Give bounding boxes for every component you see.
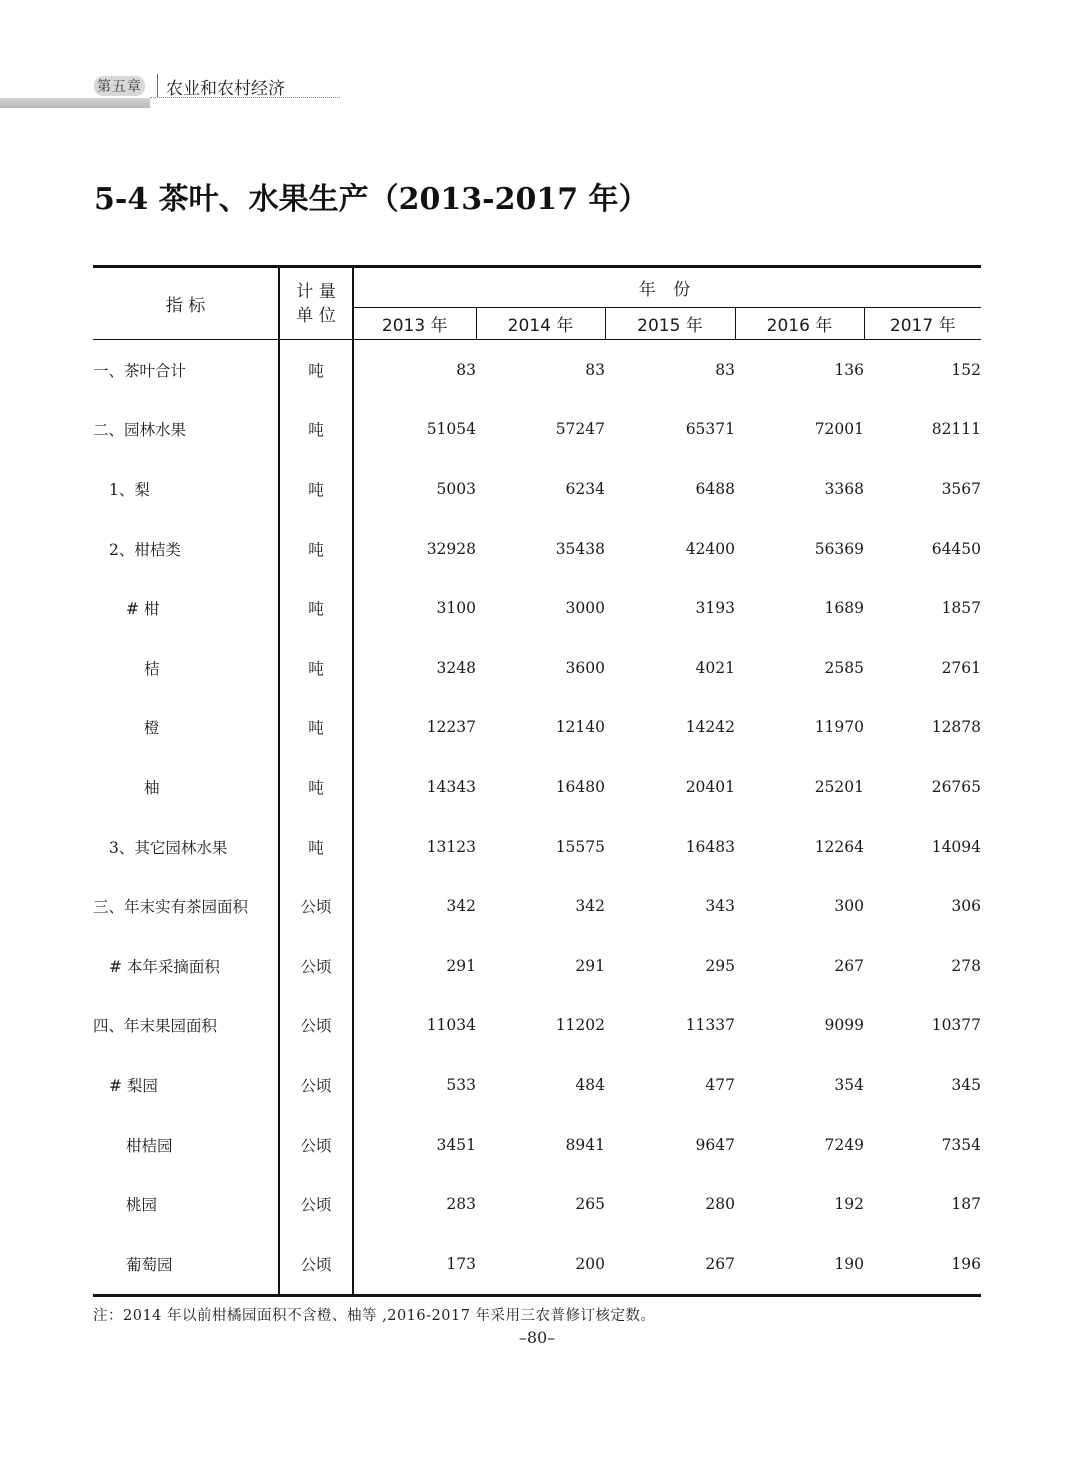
column-header-unit bbox=[279, 267, 353, 340]
row-value: 2585 bbox=[824, 658, 864, 677]
row-value: 533 bbox=[446, 1075, 476, 1094]
table-row bbox=[93, 1234, 981, 1295]
page-title: 5-4 茶叶、水果生产（2013-2017 年） bbox=[94, 182, 649, 217]
row-value: 342 bbox=[575, 897, 605, 916]
row-indicator: # 本年采摘面积 bbox=[93, 936, 279, 996]
data-table bbox=[93, 265, 981, 1297]
row-value: 3368 bbox=[824, 479, 864, 498]
row-value: 200 bbox=[575, 1254, 605, 1273]
table-row bbox=[93, 1174, 981, 1234]
table-row bbox=[93, 817, 981, 877]
row-indicator: 葡萄园 bbox=[93, 1234, 279, 1295]
chapter-badge bbox=[94, 76, 145, 96]
column-header-indicator: 指 标 bbox=[93, 267, 279, 340]
table-row bbox=[93, 519, 981, 579]
row-value: 11337 bbox=[685, 1016, 735, 1035]
row-indicator: # 柑 bbox=[93, 578, 279, 638]
row-value: 1689 bbox=[824, 599, 864, 618]
row-value: 16480 bbox=[555, 777, 605, 796]
row-indicator: 一、茶叶合计 bbox=[93, 340, 279, 400]
row-value: 342 bbox=[446, 897, 476, 916]
row-value: 35438 bbox=[555, 539, 605, 558]
row-value: 291 bbox=[446, 956, 476, 975]
row-value: 11034 bbox=[426, 1016, 476, 1035]
row-value: 15575 bbox=[555, 837, 605, 856]
row-indicator: 柚 bbox=[93, 757, 279, 817]
row-value: 278 bbox=[951, 956, 982, 975]
row-value: 12140 bbox=[555, 718, 605, 737]
row-unit: 公顷 bbox=[279, 1055, 353, 1115]
header-dotted-rule bbox=[150, 97, 340, 98]
data-table-wrapper bbox=[93, 265, 981, 1297]
table-row bbox=[93, 459, 981, 519]
row-value: 173 bbox=[446, 1254, 476, 1273]
row-value: 190 bbox=[834, 1254, 864, 1273]
row-value: 10377 bbox=[931, 1016, 982, 1035]
row-value: 3193 bbox=[695, 599, 735, 618]
row-unit: 公顷 bbox=[279, 1234, 353, 1295]
row-value: 12264 bbox=[814, 837, 864, 856]
row-value: 12878 bbox=[931, 718, 982, 737]
row-unit: 公顷 bbox=[279, 1115, 353, 1175]
row-unit: 公顷 bbox=[279, 936, 353, 996]
row-value: 16483 bbox=[685, 837, 735, 856]
row-value: 11970 bbox=[814, 718, 864, 737]
row-value: 267 bbox=[834, 956, 864, 975]
table-row bbox=[93, 340, 981, 400]
row-value: 343 bbox=[705, 897, 735, 916]
table-row bbox=[93, 578, 981, 638]
row-value: 4021 bbox=[695, 658, 735, 677]
row-value: 14242 bbox=[685, 718, 735, 737]
row-indicator: 橙 bbox=[93, 698, 279, 758]
column-header-year: 2015 年 bbox=[605, 308, 735, 340]
row-indicator: 1、梨 bbox=[93, 459, 279, 519]
row-value: 56369 bbox=[814, 539, 864, 558]
table-row bbox=[93, 698, 981, 758]
row-value: 72001 bbox=[814, 420, 864, 439]
row-unit: 吨 bbox=[279, 698, 353, 758]
row-value: 196 bbox=[951, 1254, 982, 1273]
table-note: 注：2014 年以前柑橘园面积不含橙、柚等 ,2016-2017 年采用三农普修订核定数。 bbox=[93, 1308, 656, 1324]
row-value: 3248 bbox=[436, 658, 476, 677]
row-value: 65371 bbox=[685, 420, 735, 439]
row-value: 484 bbox=[575, 1075, 605, 1094]
table-row bbox=[93, 638, 981, 698]
column-header-year: 2014 年 bbox=[476, 308, 605, 340]
row-value: 267 bbox=[705, 1254, 735, 1273]
row-value: 5003 bbox=[436, 479, 476, 498]
row-value: 3567 bbox=[941, 479, 982, 498]
column-header-year: 2016 年 bbox=[735, 308, 864, 340]
row-value: 83 bbox=[585, 360, 605, 379]
row-value: 12237 bbox=[426, 718, 476, 737]
row-value: 57247 bbox=[555, 420, 605, 439]
row-value: 6488 bbox=[695, 479, 735, 498]
row-value: 14094 bbox=[931, 837, 982, 856]
row-value: 82111 bbox=[931, 420, 982, 439]
row-value: 152 bbox=[951, 360, 982, 379]
row-value: 7354 bbox=[941, 1135, 982, 1154]
row-value: 477 bbox=[705, 1075, 735, 1094]
row-indicator: 四、年末果园面积 bbox=[93, 996, 279, 1056]
column-header-unit-line2: 单 位 bbox=[296, 305, 336, 326]
table-row bbox=[93, 1055, 981, 1115]
row-value: 13123 bbox=[426, 837, 476, 856]
row-unit: 吨 bbox=[279, 400, 353, 460]
row-value: 192 bbox=[834, 1195, 864, 1214]
row-unit: 吨 bbox=[279, 459, 353, 519]
row-unit: 公顷 bbox=[279, 876, 353, 936]
chapter-label: 第五章 bbox=[94, 76, 145, 96]
row-value: 306 bbox=[951, 897, 982, 916]
row-value: 64450 bbox=[931, 539, 982, 558]
row-value: 3600 bbox=[565, 658, 605, 677]
row-indicator: 2、柑桔类 bbox=[93, 519, 279, 579]
row-value: 136 bbox=[834, 360, 864, 379]
row-value: 3000 bbox=[565, 599, 605, 618]
table-row bbox=[93, 400, 981, 460]
table-row bbox=[93, 876, 981, 936]
row-value: 1857 bbox=[941, 599, 982, 618]
column-header-year-group: 年 份 bbox=[353, 267, 981, 308]
row-indicator: # 梨园 bbox=[93, 1055, 279, 1115]
row-indicator: 桔 bbox=[93, 638, 279, 698]
chapter-title: 农业和农村经济 bbox=[166, 79, 285, 99]
table-row bbox=[93, 996, 981, 1056]
row-value: 51054 bbox=[426, 420, 476, 439]
row-indicator: 柑桔园 bbox=[93, 1115, 279, 1175]
chapter-divider bbox=[157, 74, 158, 98]
row-unit: 公顷 bbox=[279, 1174, 353, 1234]
row-value: 8941 bbox=[565, 1135, 605, 1154]
table-row bbox=[93, 1115, 981, 1175]
table-row bbox=[93, 936, 981, 996]
row-indicator: 3、其它园林水果 bbox=[93, 817, 279, 877]
row-value: 25201 bbox=[814, 777, 864, 796]
row-value: 300 bbox=[834, 897, 864, 916]
row-value: 187 bbox=[951, 1195, 982, 1214]
header-accent-bar bbox=[0, 98, 150, 108]
row-value: 283 bbox=[446, 1195, 476, 1214]
row-value: 20401 bbox=[685, 777, 735, 796]
row-value: 83 bbox=[715, 360, 735, 379]
column-header-year: 2017 年 bbox=[864, 308, 981, 340]
table-row bbox=[93, 757, 981, 817]
table-body bbox=[93, 340, 981, 1296]
row-value: 3100 bbox=[436, 599, 476, 618]
row-value: 14343 bbox=[426, 777, 476, 796]
column-header-unit-line1: 计 量 bbox=[296, 281, 336, 302]
row-value: 26765 bbox=[931, 777, 982, 796]
row-value: 83 bbox=[456, 360, 476, 379]
row-unit: 吨 bbox=[279, 578, 353, 638]
row-value: 11202 bbox=[555, 1016, 605, 1035]
row-value: 9099 bbox=[824, 1016, 864, 1035]
row-unit: 公顷 bbox=[279, 996, 353, 1056]
row-value: 291 bbox=[575, 956, 605, 975]
row-value: 3451 bbox=[436, 1135, 476, 1154]
column-header-year: 2013 年 bbox=[353, 308, 476, 340]
row-value: 32928 bbox=[426, 539, 476, 558]
row-value: 265 bbox=[575, 1195, 605, 1214]
row-unit: 吨 bbox=[279, 340, 353, 400]
page-number: –80– bbox=[518, 1328, 556, 1347]
row-value: 9647 bbox=[695, 1135, 735, 1154]
row-value: 7249 bbox=[824, 1135, 864, 1154]
row-unit: 吨 bbox=[279, 638, 353, 698]
row-unit: 吨 bbox=[279, 817, 353, 877]
row-value: 280 bbox=[705, 1195, 735, 1214]
row-unit: 吨 bbox=[279, 757, 353, 817]
row-value: 2761 bbox=[941, 658, 982, 677]
row-value: 295 bbox=[705, 956, 735, 975]
row-value: 354 bbox=[834, 1075, 864, 1094]
row-indicator: 二、园林水果 bbox=[93, 400, 279, 460]
row-value: 6234 bbox=[565, 479, 605, 498]
row-value: 345 bbox=[951, 1075, 982, 1094]
row-unit: 吨 bbox=[279, 519, 353, 579]
row-indicator: 桃园 bbox=[93, 1174, 279, 1234]
row-value: 42400 bbox=[685, 539, 735, 558]
row-indicator: 三、年末实有茶园面积 bbox=[93, 876, 279, 936]
